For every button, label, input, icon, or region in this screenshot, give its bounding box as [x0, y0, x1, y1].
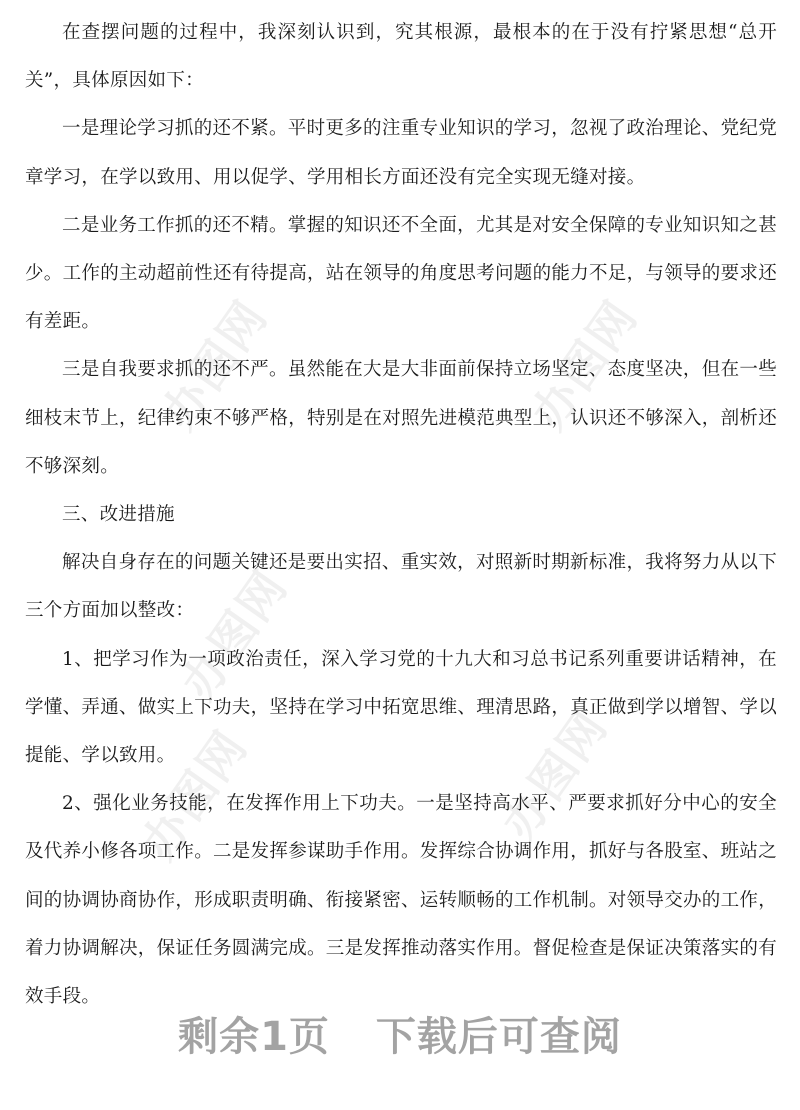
download-banner[interactable] [0, 1005, 800, 1062]
paragraph-self-discipline: 三是自我要求抓的还不严。虽然能在大是大非面前保持立场坚定、态度坚决，但在一些细枝末节上，纪律约束不够严格，特别是在对照先进模范典型上，认识还不够深入，剖析还不够深刻。 [25, 359, 778, 477]
watermark: 办图网 [131, 720, 258, 870]
watermark: 办图网 [491, 700, 618, 850]
paragraph-measure-2: 2、强化业务技能，在发挥作用上下功夫。一是坚持高水平、严要求抓好分中心的安全及代养小修各项工作。二是发挥参谋助手作用。发挥综合协调作用，抓好与各股室、班站之间的协调协商协作，形成职责明确、衔接紧密、运转顺畅的工作机制。对领导交办的工作，着力协调解决，保证任务圆满完成。三是发挥推动落实作用。督促检查是保证决策落实的有效手段。 [25, 793, 778, 1008]
paragraph-root-cause-intro: 在查摆问题的过程中，我深刻认识到，究其根源，最根本的在于没有拧紧思想“总开关”，具体原因如下： [25, 22, 777, 92]
watermark: 办图网 [171, 560, 298, 710]
paragraph-business-work: 二是业务工作抓的还不精。掌握的知识还不全面，尤其是对安全保障的专业知识知之甚少。工作的主动超前性还有待提高，站在领导的角度思考问题的能力不足，与领导的要求还有差距。 [25, 214, 778, 333]
document-body [25, 9, 777, 1021]
download-to-view-label[interactable]: 下载后可查阅 [375, 1014, 622, 1060]
paragraph-measure-1: 1、把学习作为一项政治责任，深入学习党的十九大和习总书记系列重要讲话精神，在学懂、弄通、做实上下功夫，坚持在学习中拓宽思维、理清思路，真正做到学以增智、学以提能、学以致用。 [25, 648, 778, 767]
paragraph-theory-study: 一是理论学习抓的还不紧。平时更多的注重专业知识的学习，忽视了政治理论、党纪党章学习，在学以致用、用以促学、学用相长方面还没有完全实现无缝对接。 [25, 118, 777, 188]
remaining-pages-label: 剩余1页 [178, 1014, 330, 1060]
section-heading-improvement: 三、改进措施 [62, 504, 175, 526]
paragraph-improvement-intro: 解决自身存在的问题关键还是要出实招、重实效，对照新时期新标准，我将努力从以下三个方面加以整改： [25, 552, 777, 622]
watermark: 办图网 [151, 290, 278, 440]
watermark: 办图网 [521, 290, 648, 440]
